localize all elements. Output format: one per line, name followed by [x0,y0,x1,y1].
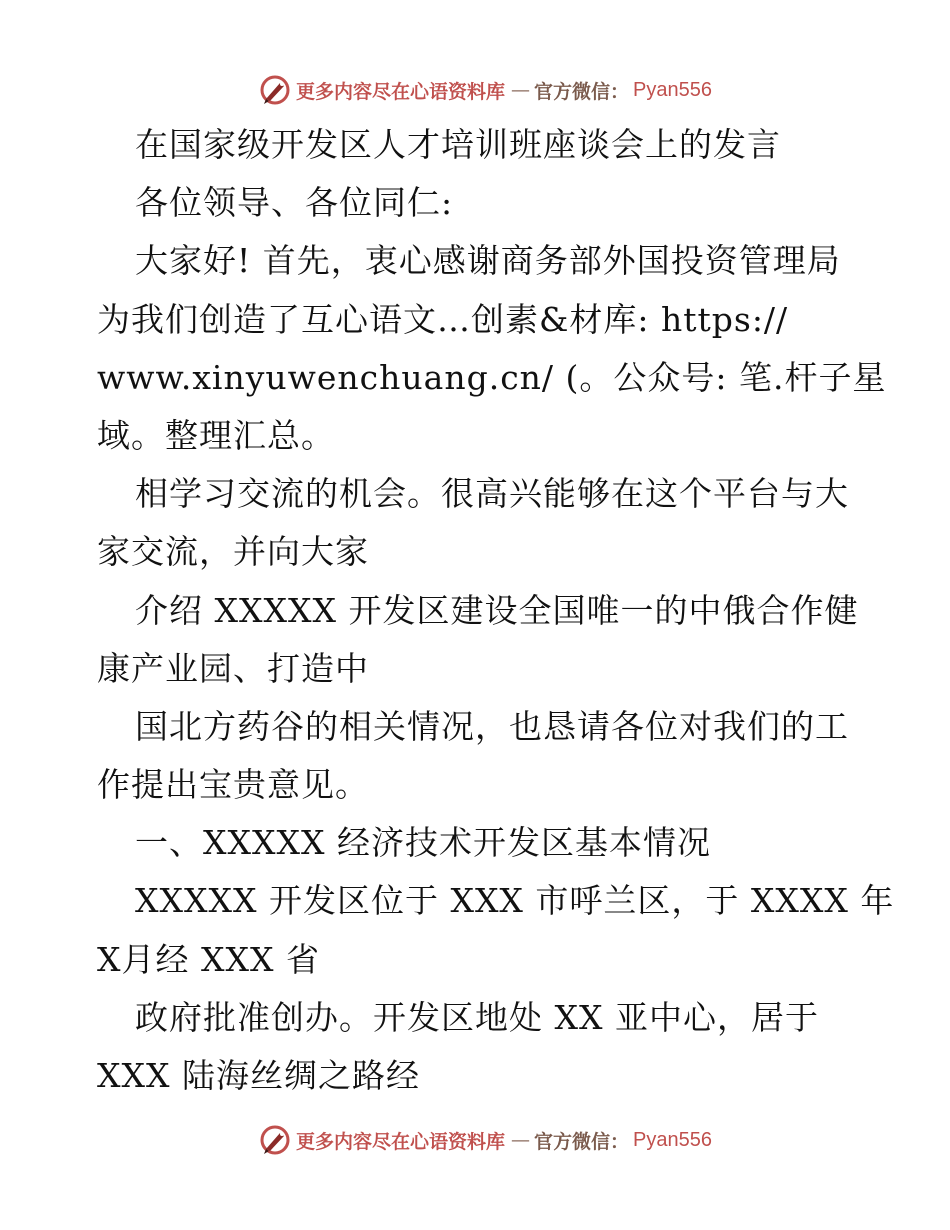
paragraph-line: 康产业园、打造中 [97,648,369,688]
paragraph-line: 家交流，并向大家 [97,532,369,572]
section-heading: 一、XXXXX 经济技术开发区基本情况 [135,823,711,863]
paragraph-line: XXX 陆海丝绸之路经 [97,1056,420,1095]
document-body [97,116,895,1105]
paragraph-line: 政府批准创办。开发区地处 XX 亚中心，居于 [135,997,819,1037]
banner-wechat-label: 官方微信： [534,1130,630,1153]
paragraph-line: 大家好! 首先，衷心感谢商务部外国投资管理局 [135,241,841,281]
banner-site-text: 更多内容尽在心语资料库 [296,80,506,103]
salutation: 各位领导、各位同仁: [135,183,454,223]
paragraph-line: X月经 XXX 省 [97,939,320,979]
banner-wechat-id: Pyan556 [633,1128,712,1151]
banner-wechat-id: Pyan556 [633,78,712,101]
pen-logo-icon [258,1123,292,1157]
banner-site-text: 更多内容尽在心语资料库 [296,1130,506,1153]
header-banner-content [258,73,712,107]
footer-banner-content [258,1123,712,1157]
paragraph-line: www.xinyuwenchuang.cn/ (。公众号: 笔.杆子星 [97,357,887,397]
paragraph-line: XXXXX 开发区位于 XXX 市呼兰区，于 XXXX 年 [135,881,895,921]
paragraph-line: 域。整理汇总。 [97,415,335,455]
header-banner [0,70,950,110]
paragraph-line: 介绍 XXXXX 开发区建设全国唯一的中俄合作健 [135,590,859,630]
paragraph-line: 为我们创造了互心语文…创素&材库: https:// [97,299,789,339]
banner-wechat-label: 官方微信： [534,80,630,103]
banner-separator: — [511,1129,531,1151]
pen-logo-icon [258,73,292,107]
footer-banner [0,1120,950,1160]
paragraph-line: 作提出宝贵意见。 [97,765,369,805]
banner-separator: — [511,79,531,101]
paragraph-line: 国北方药谷的相关情况，也恳请各位对我们的工 [135,706,849,746]
document-title: 在国家级开发区人才培训班座谈会上的发言 [135,125,781,164]
paragraph-line: 相学习交流的机会。很高兴能够在这个平台与大 [135,474,849,514]
